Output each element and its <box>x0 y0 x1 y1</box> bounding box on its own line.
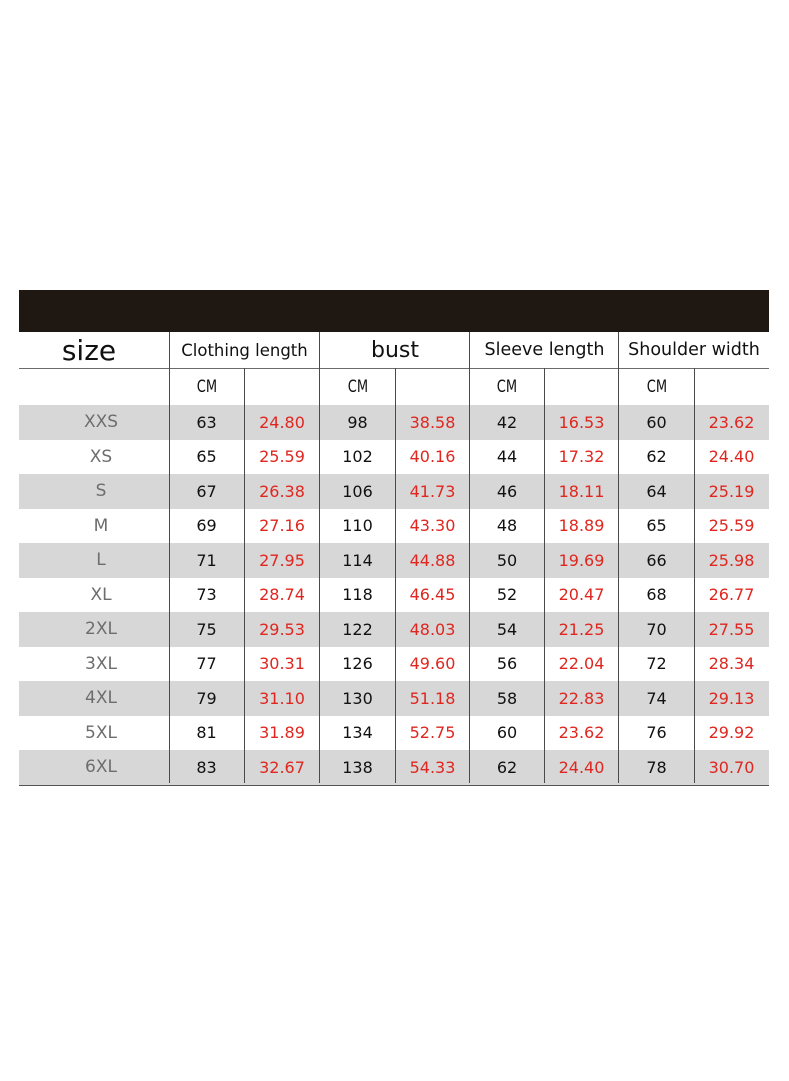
size-label: M <box>93 515 109 536</box>
clothing-length-cm-cell <box>169 716 244 751</box>
sleeve-length-cm-value: 62 <box>496 757 518 777</box>
shoulder-width-cm-value: 65 <box>646 516 667 536</box>
size-chart-table <box>19 290 769 786</box>
shoulder-width-inch-value: 27.55 <box>708 619 755 639</box>
size-cell <box>19 716 183 751</box>
sleeve-length-cm-value: 58 <box>496 688 518 708</box>
sleeve-length-inch-cell <box>544 578 619 613</box>
sleeve-unit-cm <box>470 369 544 405</box>
table-row <box>19 474 769 509</box>
sleeve-length-cm-cell <box>470 509 544 544</box>
sleeve-length-inch-value: 19.69 <box>558 550 605 570</box>
column-divider <box>618 332 619 783</box>
sleeve-length-inch-cell <box>544 405 619 440</box>
sleeve-length-cm-value: 56 <box>496 654 518 674</box>
size-label: L <box>96 550 106 571</box>
table-row <box>19 681 769 716</box>
shoulder-width-inch-value: 23.62 <box>708 412 755 432</box>
size-rows <box>19 405 769 785</box>
sleeve-length-cm-cell <box>470 474 544 509</box>
bust-cm-value: 126 <box>342 654 373 674</box>
bust-inch-cell <box>395 612 470 647</box>
bust-cm-cell <box>320 716 395 751</box>
column-divider <box>544 368 545 783</box>
bust-cm-cell <box>320 750 395 785</box>
clothing-length-cm-cell <box>169 612 244 647</box>
bust-inch-cell <box>395 716 470 751</box>
clothing-length-cm-value: 83 <box>196 757 217 777</box>
size-label: S <box>95 481 107 502</box>
clothing-length-cm-value: 67 <box>196 481 217 501</box>
clothing-length-cm-value: 73 <box>196 585 217 605</box>
shoulder-width-cm-cell <box>619 509 694 544</box>
sleeve-length-cm-value: 46 <box>496 481 518 501</box>
sleeve-length-inch-value: 20.47 <box>558 585 605 605</box>
bust-inch-cell <box>395 578 470 613</box>
sleeve-length-cm-cell <box>470 440 544 475</box>
clothing-unit-cm <box>169 369 244 405</box>
bust-label: bust <box>371 337 419 363</box>
bust-inch-value: 40.16 <box>409 447 456 467</box>
clothing-length-inch-value: 27.16 <box>259 516 305 536</box>
bust-inch-cell <box>395 440 470 475</box>
bust-inch-value: 44.88 <box>409 550 456 570</box>
sleeve-length-cm-value: 60 <box>496 723 518 743</box>
bust-inch-value: 52.75 <box>409 723 456 743</box>
bust-inch-value: 54.33 <box>409 757 456 777</box>
sleeve-length-inch-value: 24.40 <box>558 757 605 777</box>
shoulder-width-inch-value: 30.70 <box>708 757 755 777</box>
sleeve-length-cm-value: 52 <box>496 585 518 605</box>
size-label: 5XL <box>85 722 117 743</box>
bust-inch-cell <box>395 647 470 682</box>
shoulder-width-inch-value: 28.34 <box>708 654 755 674</box>
unit-label: CM <box>347 377 368 397</box>
shoulder-width-inch-cell <box>694 647 769 682</box>
clothing-length-inch-value: 31.89 <box>259 723 305 743</box>
bust-cm-value: 114 <box>342 550 373 570</box>
sleeve-length-inch-cell <box>544 716 619 751</box>
clothing-length-inch-cell <box>244 509 320 544</box>
sleeve-length-cm-cell <box>470 681 544 716</box>
clothing-length-inch-value: 31.10 <box>259 688 305 708</box>
shoulder-width-cm-cell <box>619 647 694 682</box>
clothing-length-cm-value: 79 <box>196 688 217 708</box>
bust-inch-value: 49.60 <box>409 654 456 674</box>
sleeve-length-inch-value: 23.62 <box>558 723 605 743</box>
bust-cm-value: 98 <box>347 412 368 432</box>
clothing-length-label: Clothing length <box>181 340 308 360</box>
shoulder-unit-cm <box>619 369 694 405</box>
shoulder-width-cm-value: 62 <box>646 447 667 467</box>
bust-cm-cell <box>320 474 395 509</box>
sleeve-length-inch-value: 21.25 <box>558 619 605 639</box>
clothing-length-inch-cell <box>244 543 320 578</box>
clothing-length-inch-value: 29.53 <box>259 619 305 639</box>
bust-cm-value: 106 <box>342 481 373 501</box>
table-row <box>19 647 769 682</box>
bust-cm-cell <box>320 440 395 475</box>
sleeve-length-inch-cell <box>544 474 619 509</box>
size-cell <box>19 405 183 440</box>
bust-inch-value: 38.58 <box>409 412 456 432</box>
size-label: 6XL <box>85 757 117 778</box>
clothing-length-inch-value: 27.95 <box>259 550 305 570</box>
size-cell <box>19 578 183 613</box>
clothing-length-cm-cell <box>169 647 244 682</box>
bust-inch-value: 43.30 <box>409 516 456 536</box>
sleeve-length-cm-value: 50 <box>496 550 518 570</box>
shoulder-width-inch-value: 26.77 <box>708 585 755 605</box>
clothing-length-inch-cell <box>244 612 320 647</box>
sleeve-length-inch-value: 18.11 <box>558 481 605 501</box>
shoulder-width-cm-cell <box>619 474 694 509</box>
shoulder-width-inch-cell <box>694 440 769 475</box>
shoulder-width-inch-cell <box>694 405 769 440</box>
shoulder-width-inch-value: 25.19 <box>708 481 755 501</box>
sleeve-length-inch-cell <box>544 509 619 544</box>
clothing-length-cm-value: 65 <box>196 447 217 467</box>
clothing-length-cm-cell <box>169 440 244 475</box>
clothing-length-inch-value: 32.67 <box>259 757 305 777</box>
size-cell <box>19 612 183 647</box>
clothing-length-header <box>169 332 320 368</box>
shoulder-width-inch-cell <box>694 681 769 716</box>
shoulder-width-inch-value: 25.59 <box>708 516 755 536</box>
sleeve-length-cm-cell <box>470 578 544 613</box>
shoulder-width-cm-value: 68 <box>646 585 667 605</box>
sleeve-length-inch-cell <box>544 612 619 647</box>
table-row <box>19 578 769 613</box>
sleeve-length-cm-value: 42 <box>496 412 518 432</box>
clothing-length-inch-cell <box>244 647 320 682</box>
clothing-length-cm-cell <box>169 543 244 578</box>
clothing-length-inch-value: 30.31 <box>259 654 305 674</box>
bust-inch-value: 48.03 <box>409 619 456 639</box>
clothing-length-cm-cell <box>169 681 244 716</box>
size-cell <box>19 681 183 716</box>
shoulder-width-cm-value: 64 <box>646 481 667 501</box>
bust-cm-cell <box>320 543 395 578</box>
shoulder-width-cm-value: 72 <box>646 654 667 674</box>
table-bottom-border <box>19 785 769 786</box>
shoulder-width-inch-cell <box>694 509 769 544</box>
shoulder-width-cm-value: 74 <box>646 688 667 708</box>
shoulder-width-cm-cell <box>619 440 694 475</box>
bust-cm-cell <box>320 509 395 544</box>
shoulder-width-cm-value: 60 <box>646 412 667 432</box>
size-cell <box>19 647 183 682</box>
size-cell <box>19 509 183 544</box>
bust-cm-cell <box>320 578 395 613</box>
table-row <box>19 509 769 544</box>
shoulder-width-inch-value: 29.13 <box>708 688 755 708</box>
bust-inch-cell <box>395 474 470 509</box>
sleeve-length-inch-value: 22.83 <box>558 688 605 708</box>
sleeve-length-cm-cell <box>470 647 544 682</box>
column-divider <box>244 368 245 783</box>
bust-inch-cell <box>395 509 470 544</box>
sleeve-length-cm-value: 48 <box>496 516 518 536</box>
clothing-length-cm-value: 69 <box>196 516 217 536</box>
clothing-length-cm-value: 71 <box>196 550 217 570</box>
column-divider <box>469 332 470 783</box>
clothing-length-inch-value: 28.74 <box>259 585 305 605</box>
bust-cm-cell <box>320 405 395 440</box>
clothing-length-cm-value: 75 <box>196 619 217 639</box>
size-cell <box>19 474 183 509</box>
unit-label: CM <box>196 377 217 397</box>
table-row <box>19 750 769 785</box>
clothing-length-inch-cell <box>244 681 320 716</box>
bust-inch-value: 46.45 <box>409 585 456 605</box>
table-row <box>19 612 769 647</box>
clothing-length-cm-value: 63 <box>196 412 217 432</box>
clothing-length-cm-value: 81 <box>196 723 217 743</box>
sleeve-length-header <box>470 332 619 368</box>
shoulder-width-cm-cell <box>619 405 694 440</box>
clothing-length-cm-value: 77 <box>196 654 217 674</box>
sleeve-length-cm-value: 44 <box>496 447 518 467</box>
bust-inch-cell <box>395 405 470 440</box>
unit-header-row <box>19 369 769 405</box>
column-divider <box>694 368 695 783</box>
clothing-length-inch-cell <box>244 716 320 751</box>
sleeve-length-inch-cell <box>544 681 619 716</box>
sleeve-length-cm-cell <box>470 716 544 751</box>
size-label: 2XL <box>85 619 117 640</box>
table-row <box>19 405 769 440</box>
clothing-length-cm-cell <box>169 474 244 509</box>
shoulder-width-cm-value: 78 <box>646 757 667 777</box>
bust-cm-value: 118 <box>342 585 373 605</box>
size-cell <box>19 543 183 578</box>
size-label: XS <box>89 446 113 467</box>
sleeve-length-cm-cell <box>470 405 544 440</box>
table-row <box>19 440 769 475</box>
shoulder-width-cm-cell <box>619 578 694 613</box>
bust-inch-cell <box>395 543 470 578</box>
table-row <box>19 716 769 751</box>
clothing-length-inch-value: 24.80 <box>259 412 305 432</box>
shoulder-width-cm-value: 76 <box>646 723 667 743</box>
shoulder-width-inch-value: 29.92 <box>708 723 755 743</box>
clothing-length-inch-cell <box>244 405 320 440</box>
bust-inch-value: 51.18 <box>409 688 456 708</box>
sleeve-length-inch-cell <box>544 750 619 785</box>
size-label: 3XL <box>85 653 117 674</box>
size-label: 4XL <box>85 688 117 709</box>
bust-inch-cell <box>395 750 470 785</box>
bust-cm-cell <box>320 612 395 647</box>
sleeve-length-cm-cell <box>470 543 544 578</box>
header-bar <box>19 290 769 332</box>
shoulder-width-inch-cell <box>694 474 769 509</box>
shoulder-width-cm-value: 70 <box>646 619 667 639</box>
size-label: XL <box>90 584 112 605</box>
shoulder-width-cm-cell <box>619 612 694 647</box>
size-cell <box>19 750 183 785</box>
size-cell <box>19 440 183 475</box>
shoulder-width-inch-cell <box>694 750 769 785</box>
shoulder-width-inch-cell <box>694 612 769 647</box>
bust-cm-value: 130 <box>342 688 373 708</box>
clothing-length-inch-cell <box>244 578 320 613</box>
sleeve-length-inch-cell <box>544 647 619 682</box>
bust-cm-value: 110 <box>342 516 373 536</box>
bust-inch-cell <box>395 681 470 716</box>
sleeve-length-cm-value: 54 <box>496 619 518 639</box>
shoulder-width-inch-value: 24.40 <box>708 447 755 467</box>
column-divider <box>169 332 170 783</box>
clothing-length-inch-value: 26.38 <box>259 481 305 501</box>
clothing-length-cm-cell <box>169 750 244 785</box>
sleeve-length-label: Sleeve length <box>484 340 605 360</box>
bust-cm-value: 102 <box>342 447 373 467</box>
shoulder-width-label: Shoulder width <box>628 340 760 360</box>
clothing-length-cm-cell <box>169 578 244 613</box>
clothing-length-cm-cell <box>169 405 244 440</box>
shoulder-width-inch-cell <box>694 578 769 613</box>
size-label: XXS <box>83 412 119 433</box>
bust-cm-value: 122 <box>342 619 373 639</box>
sleeve-length-cm-cell <box>470 612 544 647</box>
bust-cm-cell <box>320 681 395 716</box>
bust-cm-value: 134 <box>342 723 373 743</box>
shoulder-width-cm-cell <box>619 716 694 751</box>
shoulder-width-header <box>619 332 769 368</box>
shoulder-width-cm-cell <box>619 681 694 716</box>
sleeve-length-inch-value: 22.04 <box>558 654 605 674</box>
column-header-row <box>19 332 769 369</box>
column-divider <box>395 368 396 783</box>
size-column-header <box>19 332 169 368</box>
clothing-length-inch-value: 25.59 <box>259 447 305 467</box>
clothing-length-cm-cell <box>169 509 244 544</box>
shoulder-width-inch-value: 25.98 <box>708 550 755 570</box>
shoulder-width-cm-cell <box>619 543 694 578</box>
shoulder-width-cm-value: 66 <box>646 550 667 570</box>
unit-label: CM <box>496 377 518 397</box>
size-header-label: size <box>61 333 117 367</box>
bust-cm-value: 138 <box>342 757 373 777</box>
column-divider <box>319 332 320 783</box>
sleeve-length-inch-value: 17.32 <box>558 447 605 467</box>
sleeve-length-inch-value: 18.89 <box>558 516 605 536</box>
sleeve-length-inch-value: 16.53 <box>558 412 605 432</box>
sleeve-length-inch-cell <box>544 440 619 475</box>
bust-header <box>320 332 470 368</box>
shoulder-width-inch-cell <box>694 716 769 751</box>
shoulder-width-inch-cell <box>694 543 769 578</box>
bust-unit-cm <box>320 369 395 405</box>
unit-label: CM <box>646 377 667 397</box>
bust-inch-value: 41.73 <box>409 481 456 501</box>
clothing-length-inch-cell <box>244 440 320 475</box>
sleeve-length-cm-cell <box>470 750 544 785</box>
sleeve-length-inch-cell <box>544 543 619 578</box>
clothing-length-inch-cell <box>244 750 320 785</box>
bust-cm-cell <box>320 647 395 682</box>
shoulder-width-cm-cell <box>619 750 694 785</box>
table-row <box>19 543 769 578</box>
clothing-length-inch-cell <box>244 474 320 509</box>
